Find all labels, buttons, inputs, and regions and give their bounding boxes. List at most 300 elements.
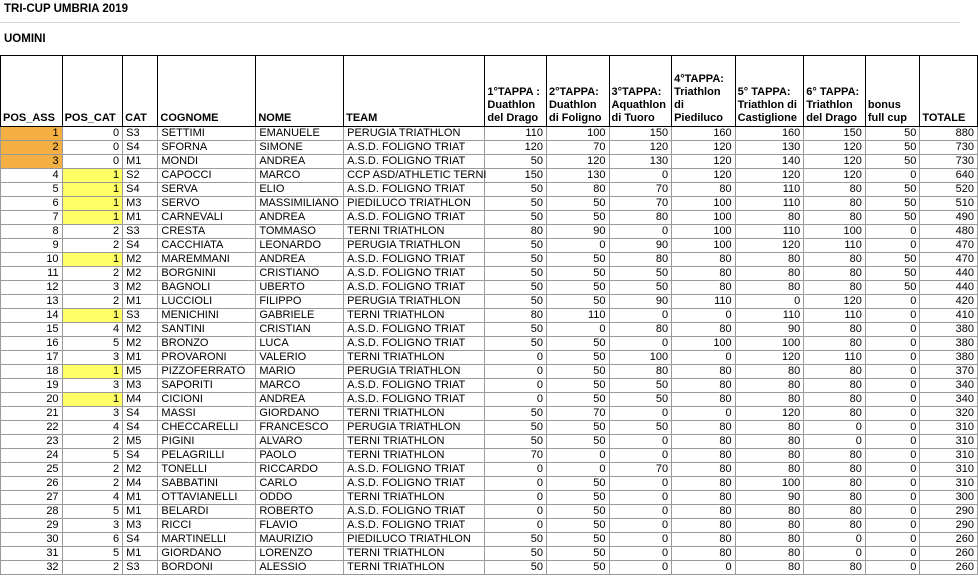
cat-cell[interactable]: S3: [123, 127, 158, 141]
bonus-cell[interactable]: 0: [865, 561, 920, 575]
stage6-cell[interactable]: 80: [804, 561, 866, 575]
nome-cell[interactable]: GIORDANO: [256, 407, 344, 421]
stage2-cell[interactable]: 50: [546, 267, 609, 281]
stage2-cell[interactable]: 50: [546, 337, 609, 351]
cognome-cell[interactable]: MAREMMANI: [158, 253, 256, 267]
pos-cat-cell[interactable]: 5: [62, 449, 123, 463]
cat-cell[interactable]: M2: [123, 267, 158, 281]
totale-cell[interactable]: 730: [920, 155, 978, 169]
totale-cell[interactable]: 310: [920, 435, 978, 449]
pos-ass-cell[interactable]: 1: [1, 127, 63, 141]
stage5-cell[interactable]: 90: [735, 323, 804, 337]
pos-ass-cell[interactable]: 28: [1, 505, 63, 519]
cat-cell[interactable]: S4: [123, 239, 158, 253]
cat-cell[interactable]: M1: [123, 351, 158, 365]
stage3-cell[interactable]: 50: [609, 267, 672, 281]
bonus-cell[interactable]: 0: [865, 295, 920, 309]
stage6-cell[interactable]: 0: [804, 533, 866, 547]
stage4-cell[interactable]: 120: [672, 169, 736, 183]
stage5-cell[interactable]: 110: [735, 309, 804, 323]
stage5-cell[interactable]: 100: [735, 337, 804, 351]
team-cell[interactable]: A.S.D. FOLIGNO TRIAT: [344, 267, 485, 281]
bonus-cell[interactable]: 0: [865, 225, 920, 239]
stage2-cell[interactable]: 50: [546, 435, 609, 449]
team-cell[interactable]: PIEDILUCO TRIATHLON: [344, 533, 485, 547]
pos-ass-cell[interactable]: 23: [1, 435, 63, 449]
bonus-cell[interactable]: 0: [865, 239, 920, 253]
totale-cell[interactable]: 380: [920, 337, 978, 351]
stage5-cell[interactable]: 100: [735, 477, 804, 491]
stage3-cell[interactable]: 80: [609, 211, 672, 225]
stage2-cell[interactable]: 90: [546, 225, 609, 239]
stage6-cell[interactable]: 80: [804, 183, 866, 197]
totale-cell[interactable]: 880: [920, 127, 978, 141]
pos-cat-cell[interactable]: 1: [62, 393, 123, 407]
team-cell[interactable]: TERNI TRIATHLON: [344, 491, 485, 505]
stage2-cell[interactable]: 50: [546, 211, 609, 225]
cognome-cell[interactable]: CARNEVALI: [158, 211, 256, 225]
stage5-cell[interactable]: 80: [735, 421, 804, 435]
stage1-cell[interactable]: 80: [485, 225, 547, 239]
stage1-cell[interactable]: 0: [485, 505, 547, 519]
pos-cat-cell[interactable]: 3: [62, 351, 123, 365]
pos-ass-cell[interactable]: 29: [1, 519, 63, 533]
bonus-cell[interactable]: 50: [865, 253, 920, 267]
bonus-cell[interactable]: 0: [865, 463, 920, 477]
team-cell[interactable]: A.S.D. FOLIGNO TRIAT: [344, 519, 485, 533]
stage6-cell[interactable]: 110: [804, 351, 866, 365]
pos-ass-cell[interactable]: 11: [1, 267, 63, 281]
cat-cell[interactable]: M5: [123, 365, 158, 379]
pos-cat-cell[interactable]: 0: [62, 141, 123, 155]
cat-cell[interactable]: M3: [123, 197, 158, 211]
stage6-cell[interactable]: 80: [804, 337, 866, 351]
stage1-cell[interactable]: 50: [485, 295, 547, 309]
stage1-cell[interactable]: 0: [485, 379, 547, 393]
team-cell[interactable]: TERNI TRIATHLON: [344, 225, 485, 239]
stage2-cell[interactable]: 0: [546, 449, 609, 463]
stage3-cell[interactable]: 70: [609, 197, 672, 211]
stage3-cell[interactable]: 0: [609, 169, 672, 183]
stage6-cell[interactable]: 120: [804, 155, 866, 169]
pos-cat-cell[interactable]: 6: [62, 533, 123, 547]
pos-ass-cell[interactable]: 10: [1, 253, 63, 267]
stage4-cell[interactable]: 100: [672, 197, 736, 211]
stage2-cell[interactable]: 50: [546, 491, 609, 505]
stage3-cell[interactable]: 0: [609, 435, 672, 449]
nome-cell[interactable]: ROBERTO: [256, 505, 344, 519]
stage6-cell[interactable]: 80: [804, 281, 866, 295]
nome-cell[interactable]: ANDREA: [256, 253, 344, 267]
stage4-cell[interactable]: 0: [672, 561, 736, 575]
stage2-cell[interactable]: 50: [546, 561, 609, 575]
nome-cell[interactable]: FRANCESCO: [256, 421, 344, 435]
pos-ass-cell[interactable]: 15: [1, 323, 63, 337]
title-row[interactable]: [0, 0, 960, 23]
stage4-cell[interactable]: 0: [672, 309, 736, 323]
cognome-cell[interactable]: TONELLI: [158, 463, 256, 477]
header-stage2[interactable]: 2°TAPPA: Duathlon di Foligno: [546, 56, 609, 127]
pos-cat-cell[interactable]: 4: [62, 421, 123, 435]
header-stage1[interactable]: 1°TAPPA : Duathlon del Drago: [485, 56, 547, 127]
header-stage6[interactable]: 6° TAPPA: Triathlon del Drago: [804, 56, 866, 127]
bonus-cell[interactable]: 0: [865, 337, 920, 351]
totale-cell[interactable]: 470: [920, 253, 978, 267]
team-cell[interactable]: A.S.D. FOLIGNO TRIAT: [344, 141, 485, 155]
stage5-cell[interactable]: 110: [735, 197, 804, 211]
stage3-cell[interactable]: 0: [609, 449, 672, 463]
bonus-cell[interactable]: 0: [865, 477, 920, 491]
stage6-cell[interactable]: 120: [804, 169, 866, 183]
stage5-cell[interactable]: 80: [735, 547, 804, 561]
totale-cell[interactable]: 290: [920, 519, 978, 533]
stage5-cell[interactable]: 80: [735, 267, 804, 281]
stage3-cell[interactable]: 130: [609, 155, 672, 169]
team-cell[interactable]: A.S.D. FOLIGNO TRIAT: [344, 253, 485, 267]
bonus-cell[interactable]: 0: [865, 505, 920, 519]
stage6-cell[interactable]: 80: [804, 449, 866, 463]
stage3-cell[interactable]: 150: [609, 127, 672, 141]
totale-cell[interactable]: 300: [920, 491, 978, 505]
team-cell[interactable]: A.S.D. FOLIGNO TRIAT: [344, 463, 485, 477]
stage6-cell[interactable]: 80: [804, 463, 866, 477]
stage4-cell[interactable]: 80: [672, 547, 736, 561]
stage4-cell[interactable]: 120: [672, 141, 736, 155]
pos-ass-cell[interactable]: 6: [1, 197, 63, 211]
nome-cell[interactable]: MAURIZIO: [256, 533, 344, 547]
stage5-cell[interactable]: 120: [735, 407, 804, 421]
stage3-cell[interactable]: 120: [609, 141, 672, 155]
stage1-cell[interactable]: 0: [485, 351, 547, 365]
stage4-cell[interactable]: 120: [672, 155, 736, 169]
nome-cell[interactable]: SIMONE: [256, 141, 344, 155]
team-cell[interactable]: CCP ASD/ATHLETIC TERNI: [344, 169, 485, 183]
header-pos-ass[interactable]: POS_ASS: [1, 56, 63, 127]
stage5-cell[interactable]: 80: [735, 561, 804, 575]
totale-cell[interactable]: 520: [920, 183, 978, 197]
pos-ass-cell[interactable]: 30: [1, 533, 63, 547]
pos-ass-cell[interactable]: 4: [1, 169, 63, 183]
cognome-cell[interactable]: SFORNA: [158, 141, 256, 155]
bonus-cell[interactable]: 0: [865, 421, 920, 435]
pos-ass-cell[interactable]: 8: [1, 225, 63, 239]
stage2-cell[interactable]: 70: [546, 407, 609, 421]
stage2-cell[interactable]: 120: [546, 155, 609, 169]
cognome-cell[interactable]: PIGINI: [158, 435, 256, 449]
stage6-cell[interactable]: 150: [804, 127, 866, 141]
stage3-cell[interactable]: 80: [609, 253, 672, 267]
pos-ass-cell[interactable]: 31: [1, 547, 63, 561]
team-cell[interactable]: A.S.D. FOLIGNO TRIAT: [344, 155, 485, 169]
totale-cell[interactable]: 420: [920, 295, 978, 309]
stage1-cell[interactable]: 50: [485, 337, 547, 351]
cognome-cell[interactable]: CHECCARELLI: [158, 421, 256, 435]
stage3-cell[interactable]: 50: [609, 393, 672, 407]
pos-cat-cell[interactable]: 1: [62, 365, 123, 379]
nome-cell[interactable]: CRISTIAN: [256, 323, 344, 337]
pos-ass-cell[interactable]: 5: [1, 183, 63, 197]
stage2-cell[interactable]: 50: [546, 379, 609, 393]
team-cell[interactable]: A.S.D. FOLIGNO TRIAT: [344, 211, 485, 225]
header-stage5[interactable]: 5° TAPPA: Triathlon di Castiglione: [735, 56, 804, 127]
pos-cat-cell[interactable]: 2: [62, 225, 123, 239]
cognome-cell[interactable]: SERVO: [158, 197, 256, 211]
pos-ass-cell[interactable]: 16: [1, 337, 63, 351]
stage6-cell[interactable]: 80: [804, 505, 866, 519]
bonus-cell[interactable]: 50: [865, 197, 920, 211]
stage5-cell[interactable]: 80: [735, 253, 804, 267]
nome-cell[interactable]: ALESSIO: [256, 561, 344, 575]
cat-cell[interactable]: M2: [123, 337, 158, 351]
cat-cell[interactable]: S2: [123, 169, 158, 183]
team-cell[interactable]: A.S.D. FOLIGNO TRIAT: [344, 281, 485, 295]
stage1-cell[interactable]: 50: [485, 561, 547, 575]
stage6-cell[interactable]: 120: [804, 141, 866, 155]
stage2-cell[interactable]: 50: [546, 197, 609, 211]
cognome-cell[interactable]: BELARDI: [158, 505, 256, 519]
pos-cat-cell[interactable]: 2: [62, 561, 123, 575]
cat-cell[interactable]: S3: [123, 309, 158, 323]
bonus-cell[interactable]: 0: [865, 351, 920, 365]
stage3-cell[interactable]: 0: [609, 547, 672, 561]
stage5-cell[interactable]: 130: [735, 141, 804, 155]
cat-cell[interactable]: S4: [123, 533, 158, 547]
cat-cell[interactable]: M1: [123, 211, 158, 225]
pos-ass-cell[interactable]: 21: [1, 407, 63, 421]
nome-cell[interactable]: FILIPPO: [256, 295, 344, 309]
stage3-cell[interactable]: 50: [609, 281, 672, 295]
stage5-cell[interactable]: 80: [735, 505, 804, 519]
stage4-cell[interactable]: 80: [672, 393, 736, 407]
stage1-cell[interactable]: 50: [485, 281, 547, 295]
stage3-cell[interactable]: 100: [609, 351, 672, 365]
bonus-cell[interactable]: 0: [865, 533, 920, 547]
pos-ass-cell[interactable]: 18: [1, 365, 63, 379]
stage5-cell[interactable]: 120: [735, 351, 804, 365]
stage6-cell[interactable]: 120: [804, 295, 866, 309]
bonus-cell[interactable]: 0: [865, 407, 920, 421]
team-cell[interactable]: A.S.D. FOLIGNO TRIAT: [344, 393, 485, 407]
cognome-cell[interactable]: MARTINELLI: [158, 533, 256, 547]
pos-cat-cell[interactable]: 1: [62, 183, 123, 197]
stage4-cell[interactable]: 80: [672, 253, 736, 267]
cat-cell[interactable]: M1: [123, 491, 158, 505]
stage6-cell[interactable]: 80: [804, 365, 866, 379]
stage6-cell[interactable]: 80: [804, 197, 866, 211]
stage3-cell[interactable]: 80: [609, 323, 672, 337]
stage5-cell[interactable]: 80: [735, 281, 804, 295]
cat-cell[interactable]: M3: [123, 519, 158, 533]
pos-ass-cell[interactable]: 32: [1, 561, 63, 575]
team-cell[interactable]: TERNI TRIATHLON: [344, 407, 485, 421]
totale-cell[interactable]: 310: [920, 463, 978, 477]
stage2-cell[interactable]: 50: [546, 505, 609, 519]
nome-cell[interactable]: RICCARDO: [256, 463, 344, 477]
stage4-cell[interactable]: 80: [672, 463, 736, 477]
pos-cat-cell[interactable]: 4: [62, 323, 123, 337]
stage4-cell[interactable]: 80: [672, 505, 736, 519]
team-cell[interactable]: TERNI TRIATHLON: [344, 435, 485, 449]
stage5-cell[interactable]: 90: [735, 491, 804, 505]
cognome-cell[interactable]: MONDI: [158, 155, 256, 169]
cat-cell[interactable]: M2: [123, 323, 158, 337]
nome-cell[interactable]: VALERIO: [256, 351, 344, 365]
stage2-cell[interactable]: 50: [546, 477, 609, 491]
pos-cat-cell[interactable]: 1: [62, 169, 123, 183]
stage3-cell[interactable]: 0: [609, 337, 672, 351]
stage4-cell[interactable]: 100: [672, 337, 736, 351]
stage4-cell[interactable]: 80: [672, 183, 736, 197]
pos-ass-cell[interactable]: 2: [1, 141, 63, 155]
stage3-cell[interactable]: 0: [609, 519, 672, 533]
stage5-cell[interactable]: 80: [735, 533, 804, 547]
stage2-cell[interactable]: 50: [546, 547, 609, 561]
stage5-cell[interactable]: 120: [735, 239, 804, 253]
stage6-cell[interactable]: 80: [804, 491, 866, 505]
bonus-cell[interactable]: 0: [865, 547, 920, 561]
cognome-cell[interactable]: SABBATINI: [158, 477, 256, 491]
cat-cell[interactable]: S4: [123, 183, 158, 197]
pos-ass-cell[interactable]: 19: [1, 379, 63, 393]
pos-cat-cell[interactable]: 0: [62, 127, 123, 141]
team-cell[interactable]: PERUGIA TRIATHLON: [344, 421, 485, 435]
stage3-cell[interactable]: 90: [609, 295, 672, 309]
stage6-cell[interactable]: 80: [804, 323, 866, 337]
nome-cell[interactable]: ANDREA: [256, 155, 344, 169]
stage1-cell[interactable]: 50: [485, 421, 547, 435]
stage3-cell[interactable]: 0: [609, 561, 672, 575]
cat-cell[interactable]: M1: [123, 547, 158, 561]
stage2-cell[interactable]: 0: [546, 463, 609, 477]
cat-cell[interactable]: M1: [123, 155, 158, 169]
stage6-cell[interactable]: 80: [804, 379, 866, 393]
totale-cell[interactable]: 340: [920, 393, 978, 407]
pos-ass-cell[interactable]: 26: [1, 477, 63, 491]
team-cell[interactable]: TERNI TRIATHLON: [344, 309, 485, 323]
pos-cat-cell[interactable]: 2: [62, 435, 123, 449]
stage4-cell[interactable]: 80: [672, 267, 736, 281]
stage1-cell[interactable]: 50: [485, 533, 547, 547]
cat-cell[interactable]: M5: [123, 435, 158, 449]
stage6-cell[interactable]: 0: [804, 435, 866, 449]
stage4-cell[interactable]: 80: [672, 421, 736, 435]
bonus-cell[interactable]: 50: [865, 127, 920, 141]
stage4-cell[interactable]: 100: [672, 211, 736, 225]
team-cell[interactable]: TERNI TRIATHLON: [344, 351, 485, 365]
pos-ass-cell[interactable]: 22: [1, 421, 63, 435]
stage1-cell[interactable]: 50: [485, 155, 547, 169]
cognome-cell[interactable]: BORGNINI: [158, 267, 256, 281]
bonus-cell[interactable]: 0: [865, 449, 920, 463]
header-stage3[interactable]: 3°TAPPA: Aquathlon di Tuoro: [609, 56, 672, 127]
stage5-cell[interactable]: 110: [735, 225, 804, 239]
stage3-cell[interactable]: 90: [609, 239, 672, 253]
stage4-cell[interactable]: 0: [672, 407, 736, 421]
nome-cell[interactable]: TOMMASO: [256, 225, 344, 239]
header-totale[interactable]: TOTALE: [920, 56, 978, 127]
nome-cell[interactable]: PAOLO: [256, 449, 344, 463]
cognome-cell[interactable]: GIORDANO: [158, 547, 256, 561]
bonus-cell[interactable]: 0: [865, 323, 920, 337]
stage6-cell[interactable]: 80: [804, 267, 866, 281]
pos-ass-cell[interactable]: 12: [1, 281, 63, 295]
cat-cell[interactable]: M1: [123, 295, 158, 309]
stage3-cell[interactable]: 80: [609, 365, 672, 379]
stage1-cell[interactable]: 50: [485, 547, 547, 561]
pos-cat-cell[interactable]: 3: [62, 379, 123, 393]
stage2-cell[interactable]: 0: [546, 323, 609, 337]
stage3-cell[interactable]: 0: [609, 533, 672, 547]
header-bonus[interactable]: bonus full cup: [865, 56, 920, 127]
header-stage4[interactable]: 4°TAPPA: Triathlon di Piediluco: [672, 56, 736, 127]
nome-cell[interactable]: ANDREA: [256, 211, 344, 225]
stage4-cell[interactable]: 80: [672, 477, 736, 491]
stage1-cell[interactable]: 50: [485, 267, 547, 281]
pos-cat-cell[interactable]: 1: [62, 211, 123, 225]
stage3-cell[interactable]: 50: [609, 379, 672, 393]
cognome-cell[interactable]: BORDONI: [158, 561, 256, 575]
stage6-cell[interactable]: 110: [804, 239, 866, 253]
stage1-cell[interactable]: 80: [485, 309, 547, 323]
nome-cell[interactable]: MASSIMILIANO: [256, 197, 344, 211]
header-cat[interactable]: CAT: [123, 56, 158, 127]
stage2-cell[interactable]: 50: [546, 351, 609, 365]
stage1-cell[interactable]: 50: [485, 183, 547, 197]
stage5-cell[interactable]: 80: [735, 449, 804, 463]
totale-cell[interactable]: 310: [920, 477, 978, 491]
bonus-cell[interactable]: 50: [865, 155, 920, 169]
totale-cell[interactable]: 310: [920, 421, 978, 435]
cognome-cell[interactable]: RICCI: [158, 519, 256, 533]
pos-ass-cell[interactable]: 17: [1, 351, 63, 365]
stage3-cell[interactable]: 70: [609, 183, 672, 197]
stage3-cell[interactable]: 0: [609, 477, 672, 491]
pos-cat-cell[interactable]: 2: [62, 463, 123, 477]
cognome-cell[interactable]: MENICHINI: [158, 309, 256, 323]
pos-ass-cell[interactable]: 14: [1, 309, 63, 323]
stage1-cell[interactable]: 0: [485, 393, 547, 407]
stage3-cell[interactable]: 50: [609, 421, 672, 435]
totale-cell[interactable]: 310: [920, 449, 978, 463]
totale-cell[interactable]: 260: [920, 561, 978, 575]
stage1-cell[interactable]: 120: [485, 141, 547, 155]
cat-cell[interactable]: M2: [123, 281, 158, 295]
stage6-cell[interactable]: 80: [804, 477, 866, 491]
stage1-cell[interactable]: 110: [485, 127, 547, 141]
stage6-cell[interactable]: 80: [804, 211, 866, 225]
nome-cell[interactable]: ODDO: [256, 491, 344, 505]
team-cell[interactable]: A.S.D. FOLIGNO TRIAT: [344, 337, 485, 351]
cat-cell[interactable]: M4: [123, 393, 158, 407]
stage4-cell[interactable]: 160: [672, 127, 736, 141]
cat-cell[interactable]: S3: [123, 225, 158, 239]
stage6-cell[interactable]: 0: [804, 421, 866, 435]
totale-cell[interactable]: 410: [920, 309, 978, 323]
totale-cell[interactable]: 380: [920, 351, 978, 365]
team-cell[interactable]: PIEDILUCO TRIATHLON: [344, 197, 485, 211]
totale-cell[interactable]: 260: [920, 547, 978, 561]
stage5-cell[interactable]: 160: [735, 127, 804, 141]
stage1-cell[interactable]: 50: [485, 211, 547, 225]
bonus-cell[interactable]: 0: [865, 169, 920, 183]
team-cell[interactable]: A.S.D. FOLIGNO TRIAT: [344, 379, 485, 393]
bonus-cell[interactable]: 50: [865, 267, 920, 281]
totale-cell[interactable]: 470: [920, 239, 978, 253]
pos-cat-cell[interactable]: 5: [62, 337, 123, 351]
pos-cat-cell[interactable]: 0: [62, 155, 123, 169]
stage4-cell[interactable]: 80: [672, 365, 736, 379]
stage2-cell[interactable]: 100: [546, 127, 609, 141]
